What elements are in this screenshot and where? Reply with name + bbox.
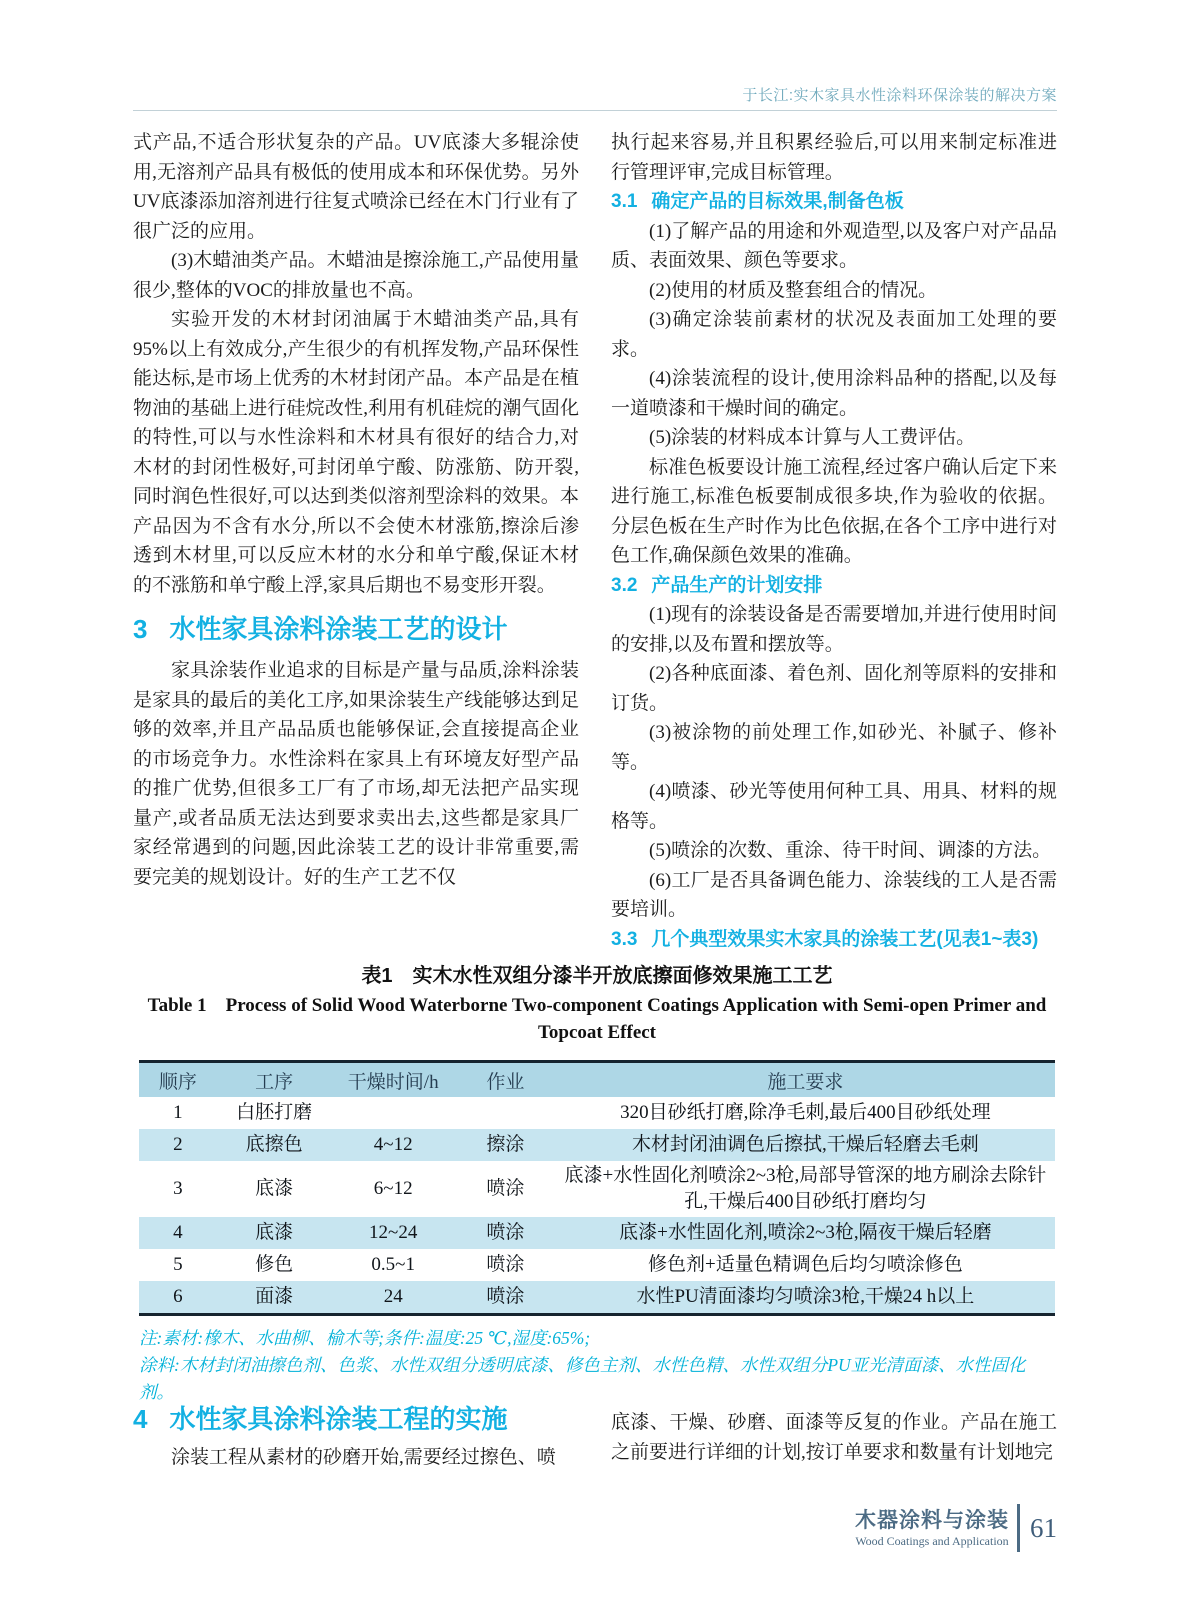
- section-title: 几个典型效果实木家具的涂装工艺(见表1~表3): [651, 928, 1039, 950]
- section-3-1-heading: [611, 187, 1057, 217]
- list-item: (1)现有的涂装设备是否需要增加,并进行使用时间的安排,以及布置和摆放等。: [611, 604, 1057, 655]
- header-divider: [133, 110, 1057, 111]
- list-item: (2)各种底面漆、着色剂、固化剂等原料的安排和订货。: [611, 663, 1057, 714]
- section-3-heading: [133, 612, 579, 646]
- table-row: [139, 1161, 1055, 1217]
- cell-seq: 1: [173, 1102, 183, 1123]
- cell-operation: [455, 1097, 556, 1129]
- cell-seq: 6: [173, 1286, 183, 1307]
- cell-requirement: 底漆+水性固化剂,喷涂2~3枪,隔夜干燥后轻磨: [619, 1222, 992, 1243]
- section-title: 水性家具涂料涂装工程的实施: [169, 1404, 508, 1434]
- journal-name-zh: 木器涂料与涂装: [855, 1508, 1009, 1532]
- list-item: (2)使用的材质及整套组合的情况。: [649, 279, 938, 301]
- col-header-operation: 作业: [455, 1062, 556, 1098]
- cell-step: 底擦色: [245, 1134, 303, 1155]
- cell-seq: 3: [173, 1178, 183, 1199]
- list-item: (4)涂装流程的设计,使用涂料品种的搭配,以及每一道喷漆和干燥时间的确定。: [611, 368, 1057, 419]
- table-notes: [139, 1325, 1055, 1406]
- cell-step: 修色: [255, 1254, 294, 1275]
- paragraph: 实验开发的木材封闭油属于木蜡油类产品,具有95%以上有效成分,产生很少的有机挥发物,产品环保性能达标,是市场上优秀的木材封闭产品。本产品是在植物油的基础上进行硅烷改性,利用有机硅烷的潮气固化的特性,可以与水性涂料和木材具有很好的结合力,对木材的封闭性极好,可封闭单宁酸、防涨筋、防开裂,同时润色性很好,可以达到类似溶剂型涂料的效果。本产品因为不含有水分,所以不会使木材涨筋,擦涂后渗透到木材里,可以反应木材的水分和单宁酸,保证木材的不涨筋和单宁酸上浮,家具后期也不易变形开裂。: [133, 309, 579, 596]
- cell-drytime: [331, 1097, 455, 1129]
- list-item: (4)喷漆、砂光等使用何种工具、用具、材料的规格等。: [611, 781, 1057, 832]
- col-header-requirement: 施工要求: [556, 1062, 1055, 1098]
- paragraph: 式产品,不适合形状复杂的产品。UV底漆大多辊涂使用,无溶剂产品具有极低的使用成本和环保优势。另外UV底漆添加溶剂进行往复式喷涂已经在木门行业有了很广泛的应用。: [133, 132, 579, 242]
- table-note-line1: 注:素材:橡木、水曲柳、榆木等;条件:温度:25 ℃,湿度:65%;: [139, 1328, 591, 1348]
- cell-drytime: 6~12: [373, 1178, 413, 1199]
- process-table: [139, 1060, 1055, 1316]
- list-item: (5)喷涂的次数、重涂、待干时间、调漆的方法。: [649, 840, 1052, 861]
- cell-requirement: 水性PU清面漆均匀喷涂3枪,干燥24 h以上: [636, 1286, 975, 1307]
- cell-seq: 2: [173, 1134, 183, 1155]
- table-row: [139, 1217, 1055, 1249]
- list-item: (3)被涂物的前处理工作,如砂光、补腻子、修补等。: [611, 722, 1057, 773]
- section-number: 3: [133, 614, 148, 644]
- cell-drytime: 0.5~1: [371, 1254, 415, 1275]
- cell-drytime: 24: [383, 1286, 403, 1307]
- cell-operation: 喷涂: [486, 1222, 525, 1243]
- cell-operation: 喷涂: [486, 1286, 525, 1307]
- table-row: [139, 1129, 1055, 1161]
- cell-step: 白胚打磨: [236, 1102, 313, 1123]
- table-row: [139, 1097, 1055, 1129]
- section-title: 确定产品的目标效果,制备色板: [651, 191, 904, 212]
- bottom-columns: [133, 1402, 1057, 1473]
- table1-title-zh: 表1 实木水性双组分漆半开放底擦面修效果施工工艺: [361, 965, 833, 987]
- section-number: 3.2: [611, 574, 638, 596]
- cell-requirement: 底漆+水性固化剂喷涂2~3枪,局部导管深的地方刷涂去除针孔,干燥后400目砂纸打磨均匀: [564, 1165, 1047, 1212]
- section-number: 4: [133, 1404, 148, 1434]
- section-number: 3.1: [611, 191, 638, 212]
- cell-step: 面漆: [255, 1286, 294, 1307]
- col-header-drytime: 干燥时间/h: [331, 1062, 455, 1098]
- table-note-line2: 涂料:木材封闭油擦色剂、色浆、水性双组分透明底漆、修色主剂、水性色精、水性双组分PU亚光清面漆、水性固化剂。: [139, 1355, 1026, 1402]
- cell-seq: 4: [173, 1222, 183, 1243]
- section-number: 3.3: [611, 928, 638, 950]
- col-header-seq: 顺序: [139, 1062, 217, 1098]
- cell-operation: 喷涂: [486, 1254, 525, 1275]
- table1-title-en: Table 1 Process of Solid Wood Waterborne Two-component Coatings Application with Semi-open Primer and Topcoat Effect: [147, 995, 1047, 1043]
- cell-drytime: 4~12: [373, 1134, 413, 1155]
- footer-divider: [1017, 1504, 1020, 1552]
- body-columns: [133, 128, 1057, 954]
- table-row: [139, 1249, 1055, 1281]
- table-row: [139, 1281, 1055, 1315]
- cell-operation: 喷涂: [486, 1178, 525, 1199]
- cell-requirement: 320目砂纸打磨,除净毛刺,最后400目砂纸处理: [620, 1102, 991, 1123]
- right-column: [611, 128, 1057, 954]
- cell-step: 底漆: [255, 1178, 294, 1199]
- page-number: 61: [1030, 1512, 1057, 1543]
- cell-drytime: 12~24: [369, 1222, 418, 1243]
- list-item: (6)工厂是否具备调色能力、涂装线的工人是否需要培训。: [611, 869, 1057, 920]
- paragraph: 家具涂装作业追求的目标是产量与品质,涂料涂装是家具的最后的美化工序,如果涂装生产线能够达到足够的效率,并且产品品质也能够保证,会直接提高企业的市场竞争力。水性涂料在家具上有环境友好型产品的推广优势,但很多工厂有了市场,却无法把产品实现量产,或者品质无法达到要求卖出去,这些都是家具厂家经常遇到的问题,因此涂装工艺的设计非常重要,需要完美的规划设计。好的生产工艺不仅: [133, 660, 579, 888]
- running-head: 于长江:实木家具水性涂料环保涂装的解决方案: [742, 87, 1057, 104]
- section-title: 水性家具涂料涂装工艺的设计: [169, 614, 508, 644]
- section-4-heading: [133, 1402, 579, 1436]
- cell-seq: 5: [173, 1254, 183, 1275]
- left-column: [133, 128, 579, 954]
- paragraph: 底漆、干燥、砂磨、面漆等反复的作业。产品在施工之前要进行详细的计划,按订单要求和数量有计划地完: [611, 1412, 1057, 1463]
- paragraph: (3)木蜡油类产品。木蜡油是擦涂施工,产品使用量很少,整体的VOC的排放量也不高。: [133, 250, 579, 301]
- cell-step: 底漆: [255, 1222, 294, 1243]
- page-footer: [855, 1504, 1057, 1552]
- bottom-left-column: [133, 1402, 579, 1473]
- list-item: (5)涂装的材料成本计算与人工费评估。: [649, 427, 976, 448]
- cell-requirement: 修色剂+适量色精调色后均匀喷涂修色: [648, 1254, 963, 1275]
- section-3-2-heading: [611, 571, 1057, 601]
- paragraph: 涂装工程从素材的砂磨开始,需要经过擦色、喷: [171, 1447, 556, 1468]
- cell-requirement: 木材封闭油调色后擦拭,干燥后轻磨去毛刺: [632, 1134, 979, 1155]
- section-title: 产品生产的计划安排: [651, 574, 823, 596]
- journal-name-en: Wood Coatings and Application: [855, 1533, 1009, 1548]
- table-header-row: [139, 1062, 1055, 1098]
- list-item: (1)了解产品的用途和外观造型,以及客户对产品品质、表面效果、颜色等要求。: [611, 220, 1057, 271]
- bottom-right-column: [611, 1402, 1057, 1473]
- col-header-step: 工序: [217, 1062, 332, 1098]
- cell-operation: 擦涂: [486, 1134, 525, 1155]
- paragraph: 标准色板要设计施工流程,经过客户确认后定下来进行施工,标准色板要制成很多块,作为验收的依据。分层色板在生产时作为比色依据,在各个工序中进行对色工作,确保颜色效果的准确。: [611, 456, 1057, 566]
- table1-block: [139, 962, 1055, 1406]
- list-item: (3)确定涂装前素材的状况及表面加工处理的要求。: [611, 309, 1057, 360]
- journal-name: [855, 1508, 1009, 1549]
- paragraph: 执行起来容易,并且积累经验后,可以用来制定标准进行管理评审,完成目标管理。: [611, 132, 1057, 183]
- section-3-3-heading: [611, 925, 1057, 955]
